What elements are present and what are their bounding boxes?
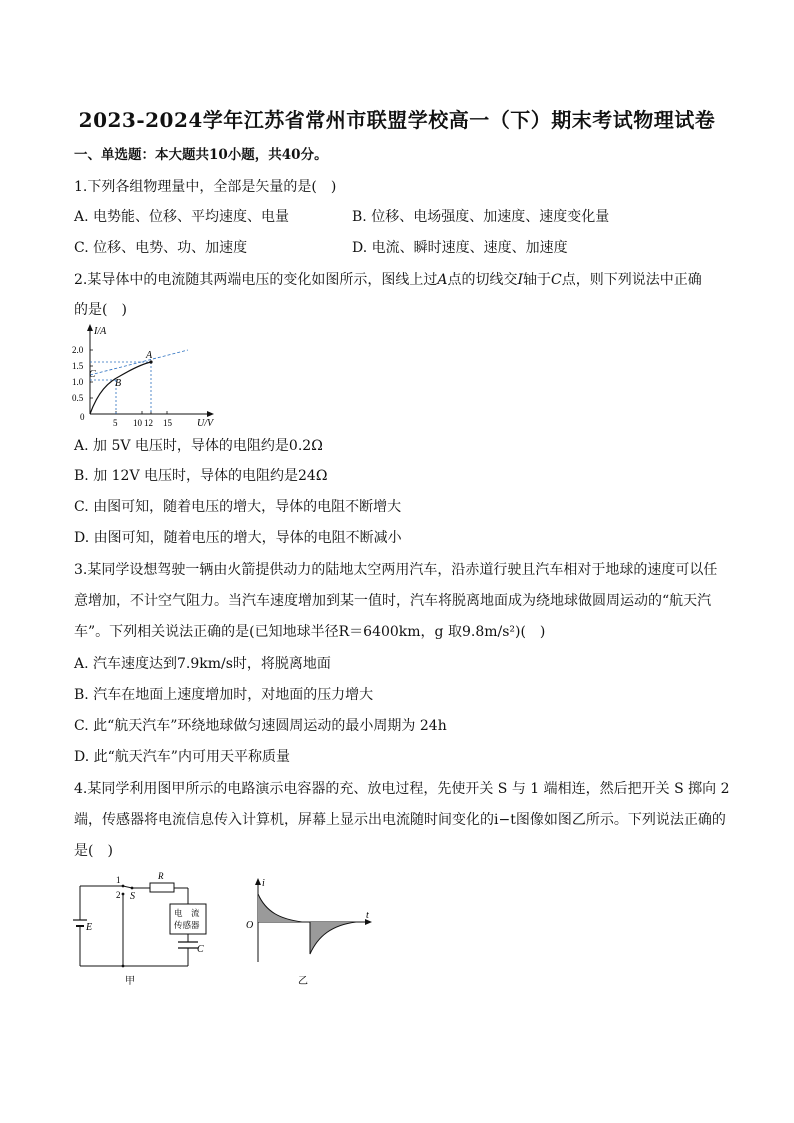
q2-stem-line2: 的是( ) [74, 302, 127, 318]
point-b-label: B [115, 378, 122, 389]
iu-graph-figure [70, 322, 230, 430]
x-tick-label: 15 [163, 418, 172, 428]
switch-label: S [130, 891, 135, 902]
terminal-2-label: 2 [116, 890, 121, 900]
q1-option-d: D. 电流、瞬时速度、速度、加速度 [352, 240, 568, 256]
it-y-axis-label: i [262, 878, 265, 889]
capacitor-label: C [197, 944, 204, 955]
terminal-1-label: 1 [116, 875, 121, 885]
charging-area [258, 894, 302, 922]
x-axis-label: U/V [197, 418, 214, 429]
q3-option-b: B. 汽车在地面上速度增加时，对地面的压力增大 [74, 687, 374, 703]
q4-stem-line1: 4.某同学利用图甲所示的电路演示电容器的充、放电过程，先使开关 S 与 1 端相连，然后把开关 S 掷向 2 [74, 781, 730, 797]
q3-stem-line2: 意增加，不计空气阻力。当汽车速度增加到某一值时，汽车将脱离地面成为绕地球做圆周运动的“航天汽 [74, 593, 712, 609]
it-x-axis-label: t [366, 910, 369, 921]
circuit-caption: 甲 [125, 976, 135, 987]
x-tick-label: 5 [113, 418, 118, 428]
point-c-label: C [89, 369, 96, 380]
circuit-diagram [70, 868, 220, 990]
q4-stem-line3: 是( ) [74, 843, 113, 859]
it-graph-caption: 乙 [298, 976, 308, 987]
q1-option-c: C. 位移、电势、功、加速度 [74, 240, 248, 256]
point-a-label: A [146, 350, 153, 361]
discharging-area [310, 922, 356, 954]
tangent-line [90, 350, 188, 375]
y-tick-label: 2.0 [72, 345, 84, 355]
q2-option-c: C. 由图可知，随着电压的增大，导体的电阻不断增大 [74, 499, 402, 515]
y-tick-label: 0.5 [72, 393, 84, 403]
q2-stem-line1: 2.某导体中的电流随其两端电压的变化如图所示，图线上过A点的切线交I轴于C点，则下列说法中正确 [74, 272, 702, 288]
q3-stem-line3: 车”。下列相关说法正确的是(已知地球半径R＝6400km，g 取9.8m/s²)( ) [74, 624, 546, 640]
y-tick-label: 1.0 [72, 377, 84, 387]
it-origin-label: O [246, 920, 254, 931]
battery-label: E [86, 922, 93, 933]
q2-option-a: A. 加 5V 电压时，导体的电阻约是0.2Ω [74, 438, 323, 454]
q4-stem-line2: 端，传感器将电流信息传入计算机，屏幕上显示出电流随时间变化的i−t图像如图乙所示。下列说法正确的 [74, 812, 726, 828]
y-axis-label: I/A [94, 326, 107, 337]
resistor [150, 883, 174, 892]
it-graph-figure [240, 872, 380, 990]
section-heading: 一、单选题：本大题共10小题，共40分。 [74, 147, 328, 163]
x-tick-label: 12 [144, 418, 153, 428]
q3-stem-line1: 3.某同学设想驾驶一辆由火箭提供动力的陆地太空两用汽车，沿赤道行驶且汽车相对于地球的速度可以任 [74, 562, 718, 578]
q1-stem: 1.下列各组物理量中，全部是矢量的是( ) [74, 179, 337, 195]
q1-option-b: B. 位移、电场强度、加速度、速度变化量 [352, 209, 610, 225]
sensor-label-line2: 传感器 [174, 920, 200, 930]
exam-title: 2023-2024学年江苏省常州市联盟学校高一（下）期末考试物理试卷 [78, 108, 716, 132]
sensor-label-line1: 电 流 [174, 908, 200, 918]
q3-option-a: A. 汽车速度达到7.9km/s时，将脱离地面 [74, 656, 331, 672]
origin-label: 0 [80, 412, 85, 422]
q3-option-d: D. 此“航天汽车”内可用天平称质量 [74, 749, 290, 765]
y-tick-label: 1.5 [72, 361, 84, 371]
q2-option-b: B. 加 12V 电压时，导体的电阻约是24Ω [74, 468, 328, 484]
x-tick-label: 10 [133, 418, 142, 428]
q3-option-c: C. 此“航天汽车”环绕地球做匀速圆周运动的最小周期为 24h [74, 718, 447, 734]
q2-option-d: D. 由图可知，随着电压的增大，导体的电阻不断减小 [74, 530, 402, 546]
q1-option-a: A. 电势能、位移、平均速度、电量 [74, 209, 290, 225]
resistor-label: R [158, 871, 164, 881]
